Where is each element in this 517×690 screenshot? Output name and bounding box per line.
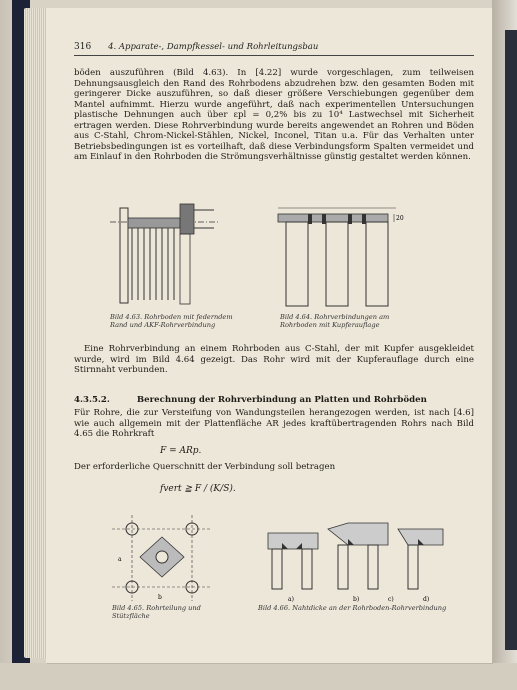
section-heading: [74, 395, 474, 405]
header-rule: [74, 55, 474, 56]
paragraph-2-text: Eine Rohrverbindung an einem Rohrboden aus C-Stahl, der mit Kupfer ausgekleidet wurde, wird im Bild 4.64 gezeigt. Das Rohr wird mit der Kupferauflage durch eine Stirnnaht verbunden.: [74, 344, 474, 375]
paragraph-3-text: Für Rohre, die zur Versteifung von Wandungsteilen herangezogen werden, ist nach [4.6] wie auch allgemein mit der Plattenfläche AR jedes kraftübertragenden Rohrs nach Bild 4.65 die Rohrkraft: [74, 408, 474, 439]
running-title: 4. Apparate-, Dampfkessel- und Rohrleitungsbau: [108, 42, 319, 52]
section-title: Berechnung der Rohrverbindung an Platten und Rohrböden: [136, 395, 427, 405]
figure-4-66: [258, 515, 448, 605]
figure-4-63: [110, 200, 230, 310]
book-cover-right: [505, 30, 517, 650]
label-b: b): [353, 596, 360, 603]
figure-4-65: [112, 515, 222, 605]
dim-label-20: 20: [396, 215, 404, 222]
section-number: 4.3.5.2.: [74, 395, 110, 405]
caption-4-65: Bild 4.65. Rohrteilung und Stützfläche: [112, 604, 201, 620]
paragraph-3: [74, 408, 474, 440]
formula-rohrkraft: F = ARp.: [160, 446, 202, 456]
dim-label-b: b: [158, 594, 162, 601]
caption-4-64: Bild 4.64. Rohrverbindungen am Rohrboden mit Kupferauflage: [280, 313, 390, 329]
running-head: [74, 42, 474, 52]
paragraph-2: [74, 344, 474, 376]
paragraph-1-text: böden auszuführen (Bild 4.63). In [4.22] wurde vorgeschlagen, zum teilweisen Dehnungsausgleich den Rand des Rohrbodens abzudrehen bzw. den gesamten Boden mit geringerer Dicke auszuführen, so daß dieser größere Verschiebungen gegenüber dem Mantel aufnimmt. Hierzu wurde angeführt, daß nach experimentellen Untersuchungen plastische Dehnungen auch über εpl = 0,2% bis zu 10⁴ Lastwechsel mit Sicherheit ertragen werden. Diese Rohrverbindung wurde bereits angewendet an Rohren und Böden aus C-Stahl, Chrom-Nickel-Stählen, Nickel, Inconel, Titan u.a. Für das Verhalten unter Betriebsbedingungen ist es vorteilhaft, daß diese Verbindungsform Spalten vermeidet und am Einlauf in den Rohrboden die Strömungsverhältnisse günstig gestaltet werden können.: [74, 68, 474, 162]
caption-4-66: Bild 4.66. Nahtdicke an der Rohrboden-Rohrverbindung: [258, 604, 447, 612]
label-c: c): [388, 596, 394, 603]
formula-querschnitt: fvert ≧ F / (K/S).: [160, 484, 236, 494]
caption-4-63: Bild 4.63. Rohrboden mit federndem Rand und AKF-Rohrverbindung: [110, 313, 233, 329]
desk-background-bottom: [0, 663, 517, 690]
page-number: 316: [74, 42, 92, 52]
paragraph-4-text: Der erforderliche Querschnitt der Verbindung soll betragen: [74, 462, 336, 472]
paragraph-1: [74, 68, 474, 163]
paragraph-4: [74, 462, 474, 473]
dim-label-a: a: [118, 556, 122, 563]
label-d: d): [423, 596, 430, 603]
figure-4-64: [268, 200, 408, 310]
label-a: a): [288, 596, 294, 603]
